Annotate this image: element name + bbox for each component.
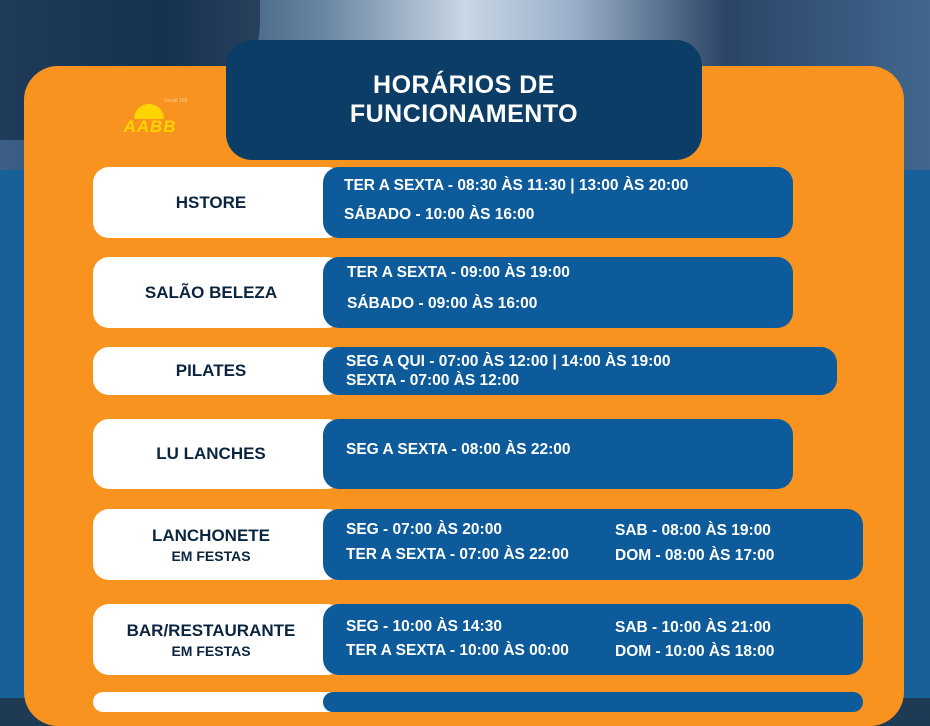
hours-line: SAB - 10:00 ÀS 21:00 bbox=[615, 619, 771, 636]
hours-line: SÁBADO - 09:00 ÀS 16:00 bbox=[347, 295, 538, 312]
row-label bbox=[93, 419, 343, 489]
hours-line: DOM - 10:00 ÀS 18:00 bbox=[615, 643, 775, 660]
schedule-row-partial bbox=[93, 692, 863, 712]
aabb-logo bbox=[112, 98, 188, 146]
schedule-row-lanchonete bbox=[93, 509, 863, 580]
side-stripe-right bbox=[900, 170, 930, 698]
hours-line: TER A SEXTA - 08:30 ÀS 11:30 | 13:00 ÀS 20:00 bbox=[344, 177, 689, 194]
title-line-2: FUNCIONAMENTO bbox=[349, 100, 579, 128]
hours-line: SEG - 07:00 ÀS 20:00 bbox=[346, 521, 502, 538]
hours-line: TER A SEXTA - 07:00 ÀS 22:00 bbox=[346, 546, 569, 563]
row-label-main: BAR/RESTAURANTE bbox=[126, 620, 296, 640]
hours-line: SEXTA - 07:00 ÀS 12:00 bbox=[346, 372, 520, 389]
hours-line: TER A SEXTA - 09:00 ÀS 19:00 bbox=[347, 264, 570, 281]
row-label bbox=[93, 167, 343, 238]
row-hours bbox=[323, 347, 837, 395]
schedule-row-pilates bbox=[93, 347, 837, 395]
hours-line: SEG A SEXTA - 08:00 ÀS 22:00 bbox=[346, 441, 571, 458]
hours-line: SEG A QUI - 07:00 ÀS 12:00 | 14:00 ÀS 19:00 bbox=[346, 353, 671, 370]
row-hours bbox=[323, 167, 793, 238]
logo-tagline: Social 100 bbox=[164, 98, 188, 104]
row-hours bbox=[323, 257, 793, 328]
row-label bbox=[93, 509, 343, 580]
row-label-sub: EM FESTAS bbox=[171, 547, 251, 564]
row-label bbox=[93, 604, 343, 675]
hours-line: SÁBADO - 10:00 ÀS 16:00 bbox=[344, 206, 535, 223]
schedule-row-hstore bbox=[93, 167, 793, 238]
row-label bbox=[93, 347, 343, 395]
row-label-sub: EM FESTAS bbox=[171, 642, 251, 659]
row-hours bbox=[323, 419, 793, 489]
hours-line: SAB - 08:00 ÀS 19:00 bbox=[615, 522, 771, 539]
row-hours bbox=[323, 509, 863, 580]
row-label-main: LU LANCHES bbox=[156, 444, 266, 463]
row-label bbox=[93, 692, 343, 712]
row-hours bbox=[323, 604, 863, 675]
schedule-row-bar-restaurante bbox=[93, 604, 863, 675]
row-label-main: PILATES bbox=[175, 361, 247, 380]
page-title bbox=[226, 40, 702, 160]
schedule-row-salao-beleza bbox=[93, 257, 793, 328]
hours-line: TER A SEXTA - 10:00 ÀS 00:00 bbox=[346, 642, 569, 659]
row-label bbox=[93, 257, 343, 328]
hours-line: DOM - 08:00 ÀS 17:00 bbox=[615, 547, 775, 564]
hours-line: SEG - 10:00 ÀS 14:30 bbox=[346, 618, 502, 635]
row-hours bbox=[323, 692, 863, 712]
schedule-row-lu-lanches bbox=[93, 419, 793, 489]
row-label-main: LANCHONETE bbox=[151, 525, 271, 545]
logo-text: AABB bbox=[123, 117, 177, 136]
title-line-1: HORÁRIOS DE bbox=[373, 71, 555, 99]
row-label-main: HSTORE bbox=[175, 192, 247, 212]
row-label-main: SALÃO BELEZA bbox=[144, 282, 278, 302]
